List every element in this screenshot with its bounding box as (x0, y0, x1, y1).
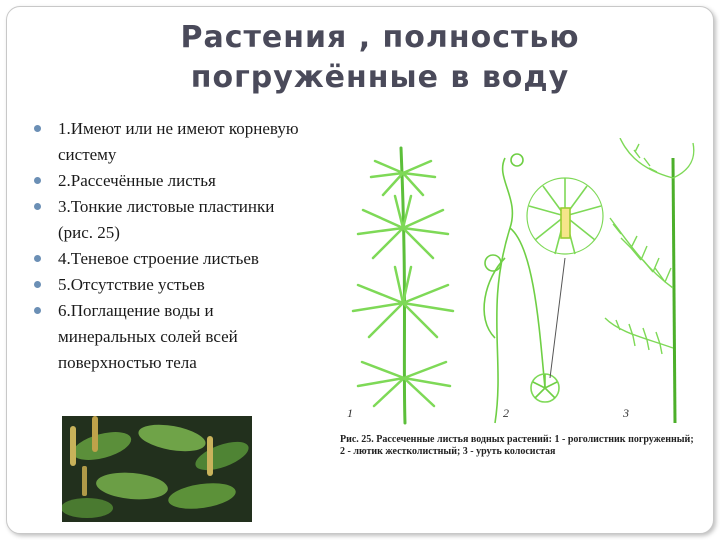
slide-title (120, 18, 640, 98)
bullet-continuation: (рис. 25) (58, 223, 120, 242)
figure-label-2: 2 (503, 406, 509, 420)
title-line-2: погружённые в воду (190, 60, 570, 95)
aquatic-plants-figure (335, 138, 695, 468)
bullet-continuation: минеральных солей всей (58, 327, 238, 346)
pondweed-image (62, 416, 252, 522)
plant-2-crowfoot (484, 154, 603, 423)
bullet-continuation: поверхностью тела (58, 353, 197, 372)
plants-illustration (335, 138, 695, 428)
bullet-item: 5.Отсутствие устьев (28, 272, 358, 298)
figure-caption: Рис. 25. Рассеченные листья водных растений: 1 - роголистник погруженный; 2 - лютик жестколистный; 3 - уруть колосистая (340, 434, 694, 457)
bullet-item: 6.Поглащение воды и (28, 298, 358, 324)
figure-label-3: 3 (623, 406, 629, 420)
bullet-item: 3.Тонкие листовые пластинки (28, 194, 358, 220)
bullet-continuation: систему (58, 145, 117, 164)
bullet-item: 1.Имеют или не имеют корневую (28, 116, 358, 142)
figure-label-1: 1 (347, 406, 353, 420)
bullet-list (28, 116, 358, 376)
plant-3-milfoil (605, 138, 694, 423)
plant-1-hornwort (353, 148, 453, 423)
bullet-item: 4.Теневое строение листьев (28, 246, 358, 272)
title-line-1: Растения , полностью (180, 20, 580, 55)
bullet-item: 2.Рассечённые листья (28, 168, 358, 194)
pondweed-photo (62, 416, 252, 522)
